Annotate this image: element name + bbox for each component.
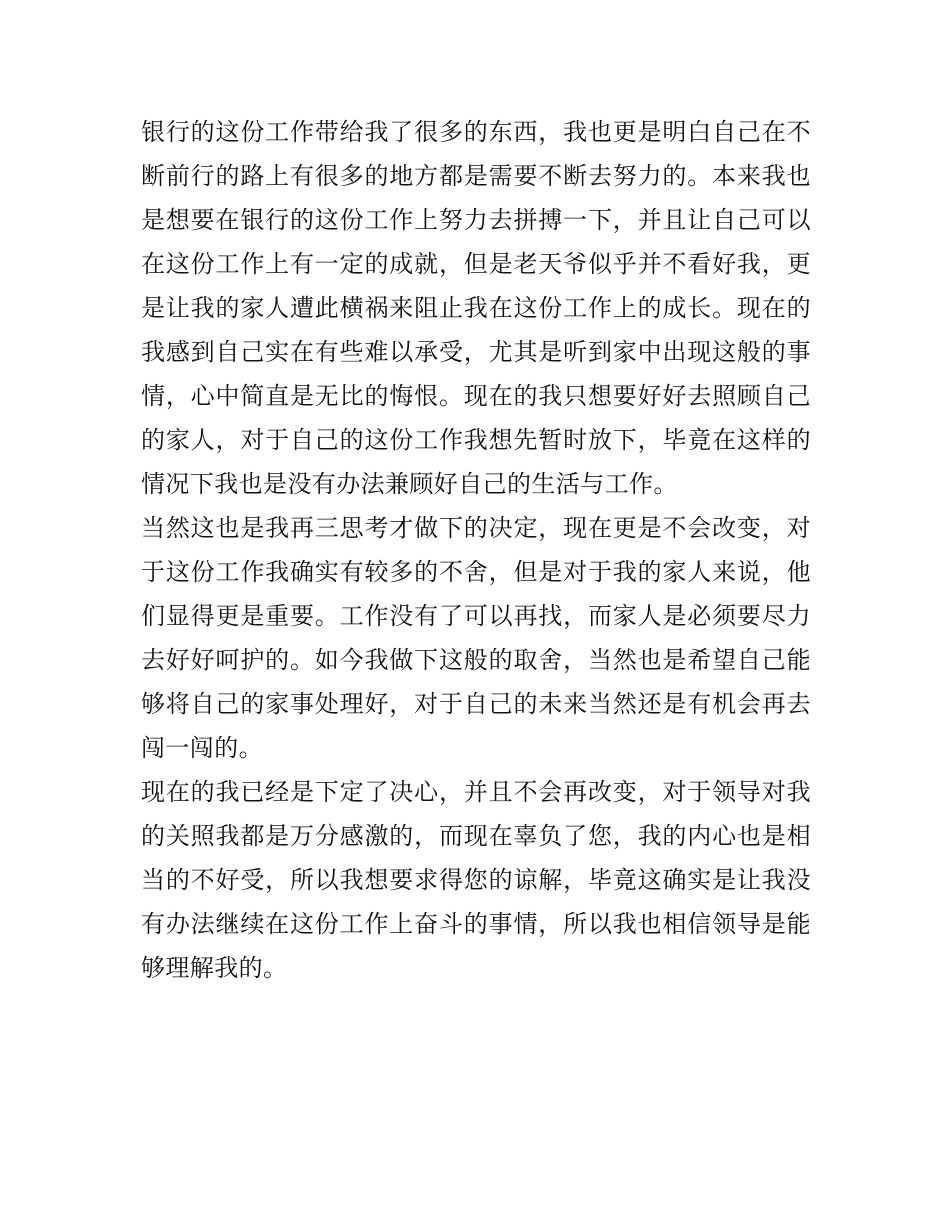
text-line: 够理解我的。 [141,954,288,982]
text-line: 于这份工作我确实有较多的不舍，但是对于我的家人来说，他 [141,558,811,586]
text-line: 够将自己的家事处理好，对于自己的未来当然还是有机会再去 [141,690,811,718]
paragraph-3 [141,770,811,990]
document-body [141,110,811,990]
text-line: 情况下我也是没有办法兼顾好自己的生活与工作。 [141,470,678,498]
text-line: 我感到自己实在有些难以承受，尤其是听到家中出现这般的事 [141,338,811,366]
text-line: 现在的我已经是下定了决心，并且不会再改变，对于领导对我 [141,778,811,806]
text-line: 的关照我都是万分感激的，而现在辜负了您，我的内心也是相 [141,822,811,850]
text-line: 当然这也是我再三思考才做下的决定，现在更是不会改变，对 [141,514,811,542]
text-line: 去好好呵护的。如今我做下这般的取舍，当然也是希望自己能 [141,646,811,674]
text-line: 断前行的路上有很多的地方都是需要不断去努力的。本来我也 [141,162,811,190]
text-line: 闯一闯的。 [141,734,263,762]
text-line: 的家人，对于自己的这份工作我想先暂时放下，毕竟在这样的 [141,426,811,454]
text-line: 当的不好受，所以我想要求得您的谅解，毕竟这确实是让我没 [141,866,811,894]
text-line: 银行的这份工作带给我了很多的东西，我也更是明白自己在不 [141,118,811,146]
paragraph-2 [141,506,811,770]
text-line: 是想要在银行的这份工作上努力去拼搏一下，并且让自己可以 [141,206,811,234]
text-line: 情，心中简直是无比的悔恨。现在的我只想要好好去照顾自己 [141,382,811,410]
text-line: 有办法继续在这份工作上奋斗的事情，所以我也相信领导是能 [141,910,811,938]
text-line: 们显得更是重要。工作没有了可以再找，而家人是必须要尽力 [141,602,811,630]
text-line: 在这份工作上有一定的成就，但是老天爷似乎并不看好我，更 [141,250,811,278]
paragraph-1 [141,110,811,506]
text-line: 是让我的家人遭此横祸来阻止我在这份工作上的成长。现在的 [141,294,811,322]
